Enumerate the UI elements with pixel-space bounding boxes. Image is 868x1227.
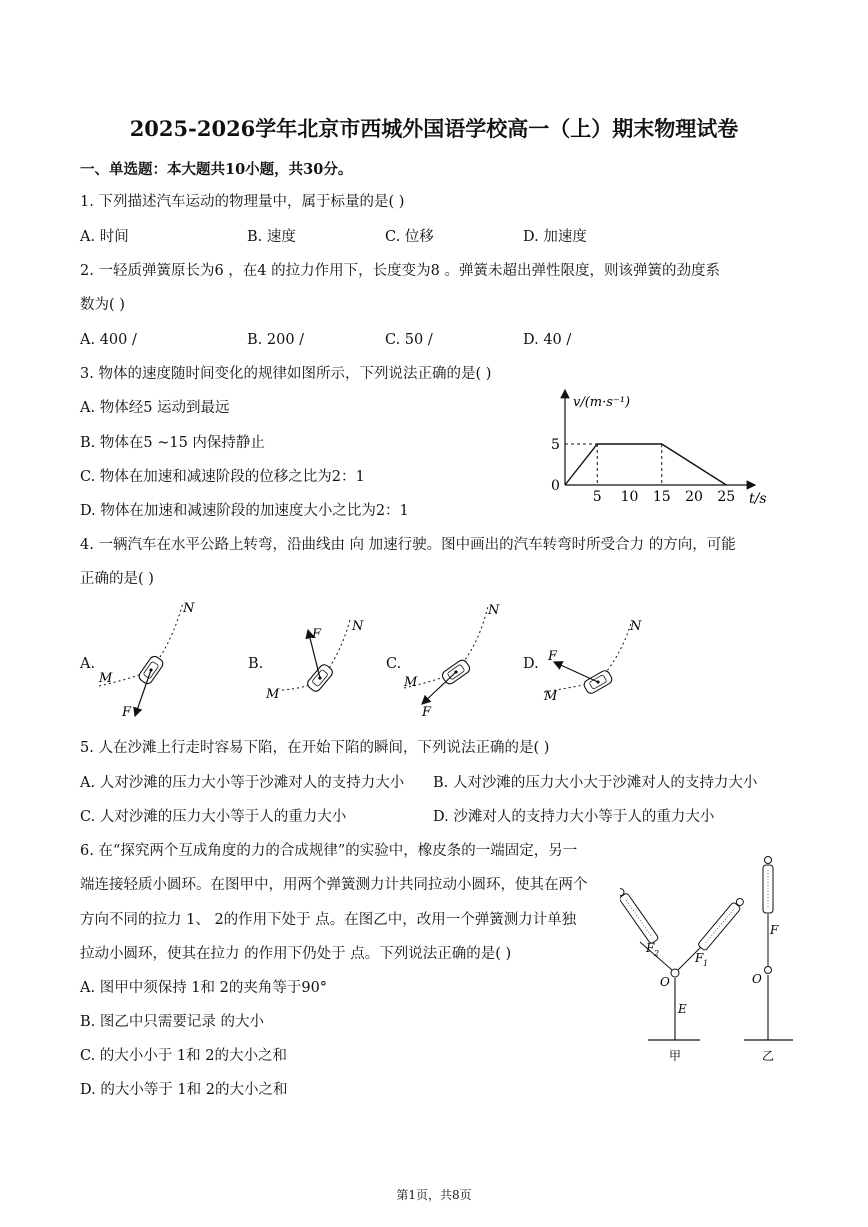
q4-option-d-label: D.	[523, 656, 539, 672]
q3-vt-chart	[535, 385, 785, 510]
velocity-series-line	[565, 444, 726, 485]
q5-option-b: B. 人对沙滩的压力大小大于沙滩对人的支持力大小	[433, 775, 758, 791]
page-title: 2025-2026学年北京市西城外国语学校高一（上）期末物理试卷	[129, 116, 739, 141]
q6-stem-line1: 6. 在“探究两个互成角度的力的合成规律”的实验中，橡皮条的一端固定，另一	[80, 843, 578, 859]
q1-stem: 1. 下列描述汽车运动的物理量中，属于标量的是( )	[80, 194, 405, 210]
q4-option-a-label: A.	[80, 656, 96, 672]
q4-stem-line2: 正确的是( )	[80, 571, 154, 587]
q2-option-a: A. 400 /	[80, 332, 137, 348]
x-tick-label: 20	[685, 489, 703, 505]
q6-stem-line4: 拉动小圆环，使其在拉力 的作用下仍处于 点。下列说法正确的是( )	[80, 946, 512, 962]
y-axis-label: v/(m·s⁻¹)	[573, 395, 631, 410]
spring-scale-single	[763, 857, 773, 914]
label-f: F	[122, 705, 132, 720]
x-tick-label: 10	[620, 489, 639, 505]
spring-scale-2	[697, 896, 745, 951]
q3-option-b: B. 物体在5 ~15 内保持静止	[80, 435, 265, 451]
q5-option-a: A. 人对沙滩的压力大小等于沙滩对人的支持力大小	[80, 775, 405, 791]
q5-option-d: D. 沙滩对人的支持力大小等于人的重力大小	[433, 809, 715, 825]
page-footer: 第1页，共8页	[396, 1188, 472, 1202]
q3-stem: 3. 物体的速度随时间变化的规律如图所示，下列说法正确的是( )	[80, 366, 492, 382]
q3-option-c: C. 物体在加速和减速阶段的位移之比为2：1	[80, 469, 365, 485]
q6-stem-line3: 方向不同的拉力 1、 2的作用下处于 点。在图乙中，改用一个弹簧测力计单独	[80, 912, 577, 928]
label-yi: 乙	[762, 1049, 775, 1063]
q6-stem-line2: 端连接轻质小圆环。在图甲中，用两个弹簧测力计共同拉动小圆环，使其在两个	[80, 877, 588, 893]
label-m: M	[266, 687, 280, 702]
q2-option-d: D. 40 /	[523, 332, 572, 348]
label-m: M	[404, 675, 418, 690]
q6-option-d: D. 的大小等于 1和 2的大小之和	[80, 1082, 288, 1098]
q2-stem-line1: 2. 一轻质弹簧原长为6 ，在4 的拉力作用下，长度变为8 。弹簧未超出弹性限度，则该弹簧的劲度系	[80, 263, 720, 279]
q4-stem-line1: 4. 一辆汽车在水平公路上转弯，沿曲线由 向 加速行驶。图中画出的汽车转弯时所受合力 的方向，可能	[80, 537, 736, 553]
q4-figure-d	[540, 610, 650, 705]
label-f: F	[548, 649, 558, 664]
label-f2: F	[646, 941, 655, 955]
q4-figure-b	[262, 610, 372, 705]
label-f2-sub: 2	[654, 949, 660, 958]
label-f1-sub: 1	[703, 959, 709, 968]
label-m: M	[99, 671, 113, 686]
q5-option-c: C. 人对沙滩的压力大小等于人的重力大小	[80, 809, 347, 825]
label-f: F	[770, 923, 779, 937]
figure-yi	[744, 857, 793, 1064]
label-e: E	[678, 1002, 687, 1016]
q3-option-a: A. 物体经5 运动到最远	[80, 400, 230, 416]
force-arrow	[554, 662, 598, 682]
label-o-yi: O	[752, 972, 762, 986]
x-tick-label: 5	[592, 489, 602, 505]
label-f1: F	[695, 951, 704, 965]
section-heading: 一、单选题：本大题共10小题，共30分。	[80, 161, 353, 178]
label-jia: 甲	[669, 1049, 682, 1063]
q4-figure-c	[400, 598, 510, 723]
q4-option-b-label: B.	[248, 656, 264, 672]
label-o-jia: O	[660, 975, 670, 989]
q4-figure-a	[95, 598, 205, 723]
figure-jia	[620, 886, 746, 1063]
q2-stem-line2: 数为( )	[80, 297, 125, 313]
y-tick-label: 5	[551, 437, 560, 453]
q6-option-c: C. 的大小小于 1和 2的大小之和	[80, 1048, 287, 1064]
label-n: N	[352, 619, 364, 634]
x-tick-label: 25	[717, 489, 736, 505]
q6-option-b: B. 图乙中只需要记录 的大小	[80, 1014, 264, 1030]
x-tick-label: 15	[652, 489, 671, 505]
label-n: N	[183, 601, 195, 616]
chart-origin-label: 0	[551, 478, 560, 494]
q6-experiment-figure	[620, 850, 795, 1070]
label-f: F	[422, 705, 432, 720]
q2-option-c: C. 50 /	[385, 332, 433, 348]
spring-scale-1	[620, 886, 659, 944]
label-n: N	[488, 603, 500, 618]
q2-option-b: B. 200 /	[247, 332, 305, 348]
label-f: F	[312, 627, 322, 642]
q5-stem: 5. 人在沙滩上行走时容易下陷，在开始下陷的瞬间，下列说法正确的是( )	[80, 740, 550, 756]
q1-option-c: C. 位移	[385, 229, 434, 245]
q6-option-a: A. 图甲中须保持 1和 2的夹角等于90°	[80, 980, 328, 996]
force-arrow	[422, 672, 456, 704]
q4-option-c-label: C.	[386, 656, 402, 672]
label-n: N	[630, 619, 642, 634]
x-axis-label: t/s	[749, 491, 767, 507]
label-m: M	[544, 689, 558, 704]
q1-option-b: B. 速度	[247, 229, 296, 245]
q1-option-a: A. 时间	[80, 229, 129, 245]
q1-option-d: D. 加速度	[523, 229, 587, 245]
q3-option-d: D. 物体在加速和减速阶段的加速度大小之比为2：1	[80, 503, 409, 519]
